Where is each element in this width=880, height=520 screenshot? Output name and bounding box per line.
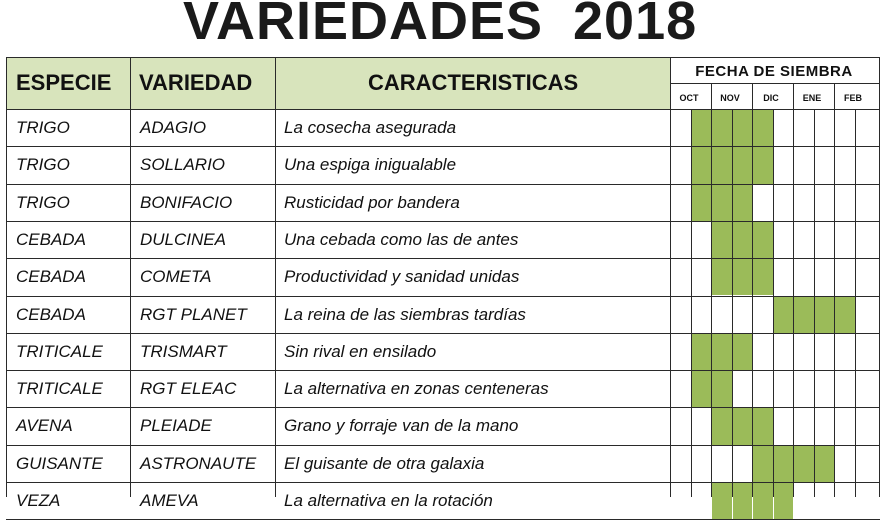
grid-line [130,57,131,497]
sowing-fill [753,110,773,146]
cell-caracteristicas: La cosecha asegurada [284,118,457,137]
sowing-fill [733,185,753,221]
grid-line [6,221,880,222]
grid-line [6,184,880,185]
grid-line [6,370,880,371]
sowing-fill [774,446,794,482]
grid-line [834,83,835,497]
cell-caracteristicas: Una cebada como las de antes [284,229,519,249]
month-dic: DIC [763,93,779,103]
sowing-fill [794,446,814,482]
cell-caracteristicas: Rusticidad por bandera [284,192,460,212]
grid-line [6,146,880,147]
grid-line [6,57,880,58]
cell-especie: TRIGO [16,192,70,212]
grid-line [793,83,794,497]
sowing-fill [712,185,732,221]
sowing-fill [774,297,794,333]
cell-especie: TRIGO [16,118,70,137]
cell-variedad: RGT ELEAC [140,379,237,399]
sowing-fill [835,297,855,333]
sowing-fill [712,259,732,295]
varieties-table [6,57,880,510]
cell-variedad: PLEIADE [140,416,212,436]
grid-line [6,333,880,334]
grid-line [6,482,880,483]
grid-line [6,258,880,259]
cell-caracteristicas: El guisante de otra galaxia [284,453,485,473]
sowing-fill [733,110,753,146]
cell-variedad: ASTRONAUTE [140,453,257,473]
cell-variedad: BONIFACIO [140,192,233,212]
header-fecha-siembra: FECHA DE SIEMBRA [695,63,853,80]
sowing-fill [733,147,753,183]
title-year: 2018 [573,0,698,51]
cell-variedad: COMETA [140,267,212,287]
header-especie: ESPECIE [16,70,112,95]
grid-line [6,109,880,110]
grid-line [6,57,7,497]
sowing-fill [712,222,732,258]
sowing-fill [753,259,773,295]
sowing-fill [692,185,712,221]
document-title [0,0,880,56]
cell-variedad: SOLLARIO [140,155,226,175]
cell-variedad: DULCINEA [140,229,226,249]
cell-caracteristicas: Una espiga inigualable [284,155,457,175]
sowing-fill [733,408,753,444]
cell-caracteristicas: La alternativa en zonas centeneras [284,379,549,399]
month-nov: NOV [720,93,740,103]
sowing-fill [753,408,773,444]
month-oct: OCT [679,93,699,103]
sowing-fill [815,297,835,333]
grid-line [670,83,880,84]
grid-line [752,83,753,497]
cell-variedad: AMEVA [140,491,199,510]
sowing-fill [692,334,712,370]
cell-especie: TRITICALE [16,379,103,399]
sowing-fill [753,446,773,482]
cell-especie: TRIGO [16,155,70,175]
sowing-fill [753,483,773,519]
sowing-fill [712,334,732,370]
grid-line [670,57,671,497]
header-variedad: VARIEDAD [139,70,253,95]
sowing-fill [712,110,732,146]
cell-caracteristicas: Productividad y sanidad unidas [284,267,520,287]
cell-especie: VEZA [16,491,61,510]
grid-line [711,83,712,497]
grid-line [691,109,692,497]
grid-line [814,109,815,497]
grid-line [6,407,880,408]
sowing-fill [712,371,732,407]
grid-line [855,109,856,497]
grid-line [6,445,880,446]
sowing-fill [692,147,712,183]
sowing-fill [692,371,712,407]
sowing-fill [815,446,835,482]
month-feb: FEB [844,93,862,103]
cell-especie: CEBADA [16,267,86,287]
cell-especie: GUISANTE [16,453,103,473]
sowing-fill [692,110,712,146]
month-ene: ENE [802,93,822,103]
title-main: VARIEDADES [183,0,544,51]
cell-especie: CEBADA [16,304,86,324]
cell-caracteristicas: La reina de las siembras tardías [284,304,526,324]
header-caracteristicas: CARACTERISTICAS [368,70,579,95]
sowing-fill [733,222,753,258]
cell-especie: AVENA [16,416,73,436]
sowing-fill [794,297,814,333]
cell-variedad: RGT PLANET [140,304,247,324]
sowing-fill [753,147,773,183]
sowing-fill [712,408,732,444]
sowing-fill [774,483,794,519]
cell-variedad: TRISMART [140,341,227,361]
sowing-fill [712,483,732,519]
cell-especie: CEBADA [16,229,86,249]
sowing-fill [753,222,773,258]
cell-variedad: ADAGIO [140,118,207,137]
cell-caracteristicas: Sin rival en ensilado [284,341,437,361]
sowing-fill [733,483,753,519]
grid-line [732,109,733,497]
cell-caracteristicas: La alternativa en la rotación [284,491,493,510]
cell-caracteristicas: Grano y forraje van de la mano [284,416,519,436]
grid-line [6,296,880,297]
grid-line [773,109,774,497]
sowing-fill [712,147,732,183]
cell-especie: TRITICALE [16,341,103,361]
sowing-fill [733,259,753,295]
grid-line [275,57,276,497]
sowing-fill [733,334,753,370]
